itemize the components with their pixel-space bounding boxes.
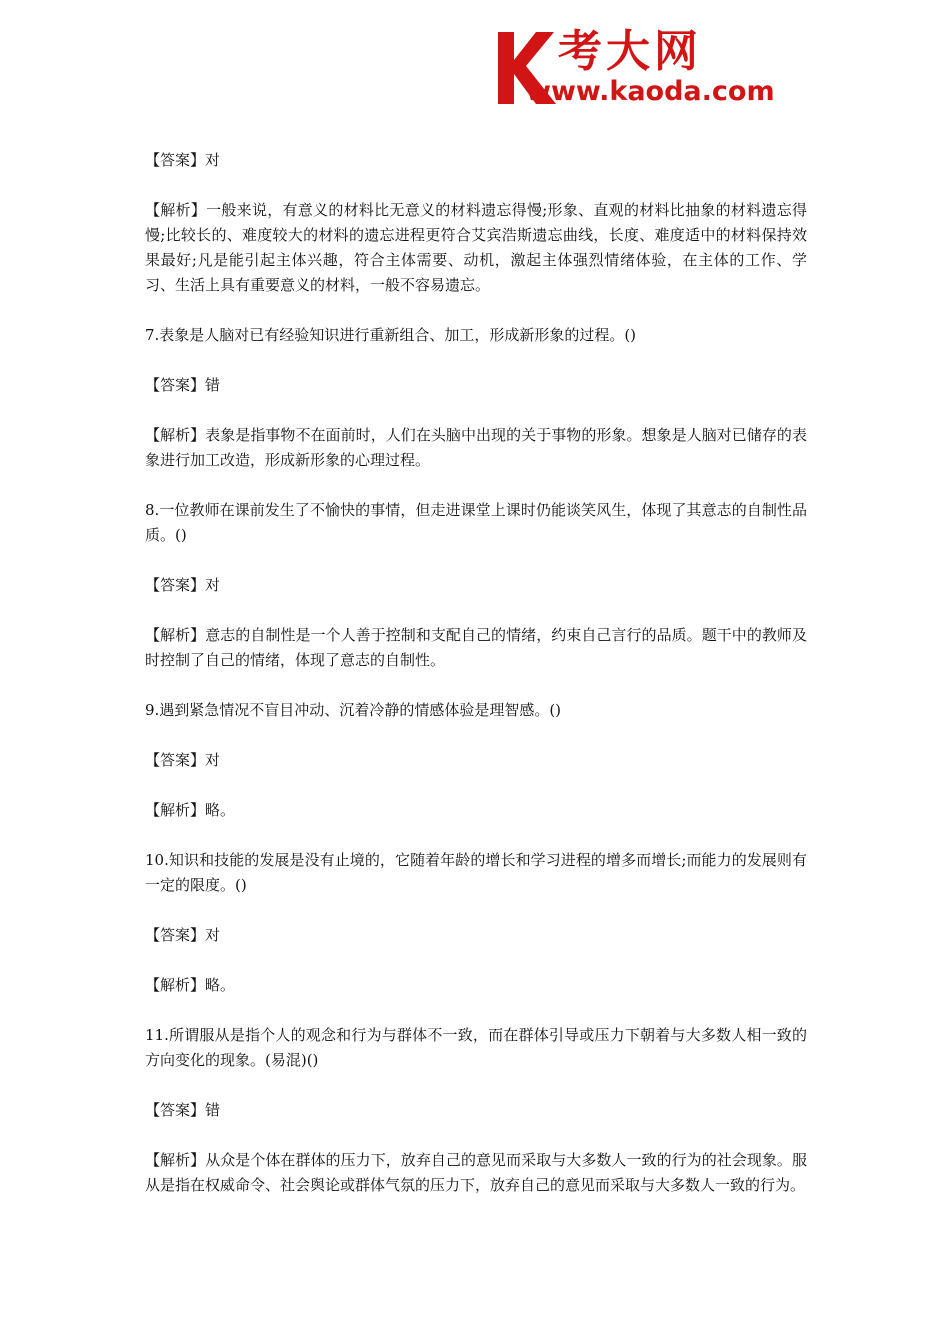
analysis-paragraph: 【解析】略。 bbox=[145, 801, 236, 819]
kaoda-logo bbox=[492, 26, 812, 110]
logo-chinese-text: 考大网 bbox=[558, 26, 702, 77]
answer-line: 【答案】对 bbox=[145, 751, 221, 769]
document-body bbox=[145, 148, 807, 1198]
logo-url-text: www.kaoda.com bbox=[526, 76, 775, 107]
analysis-paragraph: 【解析】表象是指事物不在面前时，人们在头脑中出现的关于事物的形象。想象是人脑对已储存的表象进行加工改造，形成新形象的心理过程。 bbox=[145, 426, 807, 469]
analysis-paragraph: 【解析】从众是个体在群体的压力下，放弃自己的意见而采取与大多数人一致的行为的社会现象。服从是指在权威命令、社会舆论或群体气氛的压力下，放弃自己的意见而采取与大多数人一致的行为。 bbox=[145, 1151, 807, 1194]
answer-line: 【答案】错 bbox=[145, 376, 221, 394]
analysis-paragraph: 【解析】略。 bbox=[145, 976, 236, 994]
question-8: 8.一位教师在课前发生了不愉快的事情，但走进课堂上课时仍能谈笑风生，体现了其意志的自制性品质。() bbox=[145, 501, 807, 544]
analysis-paragraph: 【解析】意志的自制性是一个人善于控制和支配自己的情绪，约束自己言行的品质。题干中的教师及时控制了自己的情绪，体现了意志的自制性。 bbox=[145, 626, 807, 669]
answer-line: 【答案】错 bbox=[145, 1101, 221, 1119]
analysis-paragraph: 【解析】一般来说，有意义的材料比无意义的材料遗忘得慢;形象、直观的材料比抽象的材料遗忘得慢;比较长的、难度较大的材料的遗忘进程更符合艾宾浩斯遗忘曲线，长度、难度适中的材料保持效果最好;凡是能引起主体兴趣，符合主体需要、动机，激起主体强烈情绪体验，在主体的工作、学习、生活上具有重要意义的材料，一般不容易遗忘。 bbox=[145, 201, 807, 294]
answer-line: 【答案】对 bbox=[145, 576, 221, 594]
question-7: 7.表象是人脑对已有经验知识进行重新组合、加工，形成新形象的过程。() bbox=[145, 326, 637, 344]
answer-line: 【答案】对 bbox=[145, 151, 221, 169]
answer-line: 【答案】对 bbox=[145, 926, 221, 944]
question-9: 9.遇到紧急情况不盲目冲动、沉着冷静的情感体验是理智感。() bbox=[145, 701, 562, 719]
question-10: 10.知识和技能的发展是没有止境的，它随着年龄的增长和学习进程的增多而增长;而能力的发展则有一定的限度。() bbox=[145, 851, 807, 894]
question-11: 11.所谓服从是指个人的观念和行为与群体不一致，而在群体引导或压力下朝着与大多数人相一致的方向变化的现象。(易混)() bbox=[145, 1026, 807, 1069]
